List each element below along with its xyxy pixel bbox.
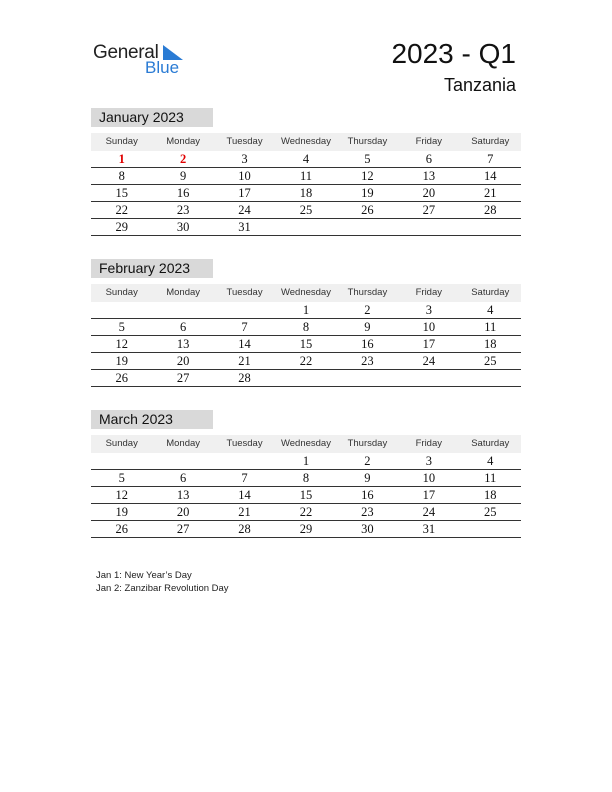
holiday-notes bbox=[96, 569, 229, 595]
day-cell: 8 bbox=[118, 169, 125, 183]
weekday-label: Monday bbox=[166, 287, 201, 298]
weekday-label: Thursday bbox=[347, 136, 388, 147]
day-cell: 14 bbox=[238, 337, 251, 351]
day-cell: 2 bbox=[364, 454, 371, 468]
day-cell: 20 bbox=[422, 186, 436, 200]
weekday-label: Thursday bbox=[347, 438, 388, 449]
day-cell: 8 bbox=[302, 320, 310, 334]
day-cell: 29 bbox=[115, 220, 128, 234]
day-cell: 12 bbox=[115, 488, 128, 502]
week-row bbox=[91, 470, 521, 487]
day-cell: 22 bbox=[299, 505, 313, 519]
day-cell: 16 bbox=[361, 337, 374, 351]
weekday-label: Wednesday bbox=[280, 136, 331, 147]
day-cell: 22 bbox=[115, 203, 128, 217]
day-cell: 5 bbox=[118, 471, 125, 485]
week-row bbox=[91, 370, 521, 387]
day-cell: 21 bbox=[238, 505, 251, 519]
weekday-label: Friday bbox=[415, 287, 443, 298]
week-rows bbox=[91, 302, 521, 387]
day-cell: 24 bbox=[238, 203, 251, 217]
day-cell: 7 bbox=[241, 471, 248, 485]
empty-day-cell bbox=[337, 219, 398, 235]
day-cell: 13 bbox=[176, 337, 190, 351]
day-cell: 9 bbox=[364, 320, 371, 334]
day-cell: 15 bbox=[299, 488, 313, 502]
day-cell: 6 bbox=[425, 152, 432, 166]
week-row bbox=[91, 302, 521, 319]
weekday-label: Saturday bbox=[471, 438, 510, 449]
day-cell: 20 bbox=[176, 354, 190, 368]
week-rows bbox=[91, 453, 521, 538]
weekday-header-row bbox=[91, 133, 521, 151]
day-cell: 28 bbox=[238, 371, 251, 385]
day-cell: 28 bbox=[238, 522, 251, 536]
day-cell: 8 bbox=[302, 471, 310, 485]
week-row bbox=[91, 202, 521, 219]
empty-day-cell bbox=[91, 302, 152, 318]
holiday-note: Jan 2: Zanzibar Revolution Day bbox=[96, 583, 229, 594]
day-cell: 19 bbox=[361, 186, 374, 200]
weekday-label: Saturday bbox=[471, 136, 510, 147]
day-cell: 11 bbox=[299, 169, 312, 183]
day-cell: 6 bbox=[180, 320, 187, 334]
day-cell: 3 bbox=[241, 152, 248, 166]
weekday-label: Saturday bbox=[471, 287, 510, 298]
day-cell: 1 bbox=[302, 454, 310, 468]
day-cell: 3 bbox=[425, 454, 432, 468]
weekday-label: Tuesday bbox=[226, 287, 263, 298]
day-cell: 4 bbox=[302, 152, 310, 166]
day-cell: 4 bbox=[487, 454, 494, 468]
day-cell: 6 bbox=[180, 471, 187, 485]
empty-day-cell bbox=[337, 370, 398, 386]
day-cell: 25 bbox=[483, 505, 497, 519]
day-cell: 15 bbox=[299, 337, 313, 351]
weekday-label: Monday bbox=[166, 438, 201, 449]
weekday-label: Sunday bbox=[105, 438, 138, 449]
day-cell: 13 bbox=[422, 169, 436, 183]
holiday-day-cell: 2 bbox=[180, 152, 187, 166]
empty-day-cell bbox=[214, 453, 275, 469]
empty-day-cell bbox=[152, 453, 213, 469]
month-title: March 2023 bbox=[91, 410, 213, 429]
day-cell: 16 bbox=[361, 488, 374, 502]
logo-word-general: General bbox=[93, 42, 159, 63]
day-cell: 10 bbox=[422, 471, 436, 485]
day-cell: 29 bbox=[299, 522, 313, 536]
week-row bbox=[91, 521, 521, 538]
month-title: February 2023 bbox=[91, 259, 213, 278]
day-cell: 12 bbox=[361, 169, 374, 183]
day-cell: 26 bbox=[115, 371, 128, 385]
holiday-day-cell: 1 bbox=[118, 152, 125, 166]
weekday-label: Thursday bbox=[347, 287, 388, 298]
day-cell: 28 bbox=[483, 203, 497, 217]
day-cell: 2 bbox=[364, 303, 371, 317]
weekday-label: Sunday bbox=[105, 287, 138, 298]
day-cell: 19 bbox=[115, 354, 128, 368]
day-cell: 24 bbox=[422, 505, 436, 519]
day-cell: 26 bbox=[361, 203, 374, 217]
day-cell: 25 bbox=[299, 203, 313, 217]
weekday-label: Wednesday bbox=[280, 438, 331, 449]
day-cell: 5 bbox=[118, 320, 125, 334]
month-block-january bbox=[91, 108, 521, 236]
empty-day-cell bbox=[275, 219, 336, 235]
empty-day-cell bbox=[91, 453, 152, 469]
day-cell: 18 bbox=[483, 488, 497, 502]
weekday-label: Friday bbox=[415, 136, 443, 147]
empty-day-cell bbox=[214, 302, 275, 318]
day-cell: 21 bbox=[238, 354, 251, 368]
day-cell: 23 bbox=[361, 505, 374, 519]
empty-day-cell bbox=[152, 302, 213, 318]
month-block-february bbox=[91, 259, 521, 387]
holiday-note: Jan 1: New Year’s Day bbox=[96, 570, 192, 581]
logo-word-blue: Blue bbox=[145, 58, 180, 77]
day-cell: 17 bbox=[238, 186, 251, 200]
country-name: Tanzania bbox=[443, 75, 516, 95]
week-row bbox=[91, 336, 521, 353]
weekday-label: Sunday bbox=[105, 136, 138, 147]
week-row bbox=[91, 151, 521, 168]
day-cell: 30 bbox=[361, 522, 374, 536]
day-cell: 23 bbox=[176, 203, 190, 217]
weekday-label: Friday bbox=[415, 438, 443, 449]
weekday-label: Wednesday bbox=[280, 287, 331, 298]
day-cell: 1 bbox=[302, 303, 310, 317]
day-cell: 7 bbox=[241, 320, 248, 334]
day-cell: 4 bbox=[487, 303, 494, 317]
empty-day-cell bbox=[398, 370, 459, 386]
page-title: 2023 - Q1 bbox=[391, 38, 516, 69]
week-rows bbox=[91, 151, 521, 236]
empty-day-cell bbox=[398, 219, 459, 235]
day-cell: 11 bbox=[484, 471, 497, 485]
day-cell: 16 bbox=[176, 186, 190, 200]
week-row bbox=[91, 319, 521, 336]
day-cell: 14 bbox=[238, 488, 251, 502]
weekday-label: Tuesday bbox=[226, 136, 263, 147]
day-cell: 9 bbox=[364, 471, 371, 485]
week-row bbox=[91, 353, 521, 370]
day-cell: 10 bbox=[238, 169, 251, 183]
day-cell: 7 bbox=[487, 152, 494, 166]
day-cell: 12 bbox=[115, 337, 128, 351]
day-cell: 5 bbox=[364, 152, 371, 166]
day-cell: 10 bbox=[422, 320, 436, 334]
empty-day-cell bbox=[460, 219, 521, 235]
day-cell: 26 bbox=[115, 522, 128, 536]
day-cell: 23 bbox=[361, 354, 374, 368]
day-cell: 17 bbox=[422, 337, 436, 351]
day-cell: 19 bbox=[115, 505, 128, 519]
day-cell: 20 bbox=[176, 505, 190, 519]
day-cell: 18 bbox=[299, 186, 313, 200]
month-title: January 2023 bbox=[91, 108, 213, 127]
week-row bbox=[91, 504, 521, 521]
empty-day-cell bbox=[275, 370, 336, 386]
weekday-label: Monday bbox=[166, 136, 201, 147]
day-cell: 24 bbox=[422, 354, 436, 368]
empty-day-cell bbox=[460, 521, 521, 537]
week-row bbox=[91, 453, 521, 470]
generalblue-logo bbox=[93, 40, 193, 80]
day-cell: 27 bbox=[176, 522, 190, 536]
day-cell: 13 bbox=[176, 488, 190, 502]
weekday-header-row bbox=[91, 284, 521, 302]
week-row bbox=[91, 185, 521, 202]
day-cell: 11 bbox=[484, 320, 497, 334]
day-cell: 30 bbox=[176, 220, 190, 234]
day-cell: 25 bbox=[483, 354, 497, 368]
day-cell: 31 bbox=[238, 220, 251, 234]
month-block-march bbox=[91, 410, 521, 538]
week-row bbox=[91, 168, 521, 185]
weekday-label: Tuesday bbox=[226, 438, 263, 449]
day-cell: 27 bbox=[422, 203, 436, 217]
day-cell: 17 bbox=[422, 488, 436, 502]
day-cell: 9 bbox=[180, 169, 187, 183]
week-row bbox=[91, 487, 521, 504]
day-cell: 15 bbox=[115, 186, 128, 200]
week-row bbox=[91, 219, 521, 236]
day-cell: 18 bbox=[483, 337, 497, 351]
day-cell: 21 bbox=[483, 186, 497, 200]
day-cell: 27 bbox=[176, 371, 190, 385]
day-cell: 14 bbox=[483, 169, 497, 183]
day-cell: 22 bbox=[299, 354, 313, 368]
day-cell: 3 bbox=[425, 303, 432, 317]
empty-day-cell bbox=[460, 370, 521, 386]
day-cell: 31 bbox=[422, 522, 436, 536]
weekday-header-row bbox=[91, 435, 521, 453]
